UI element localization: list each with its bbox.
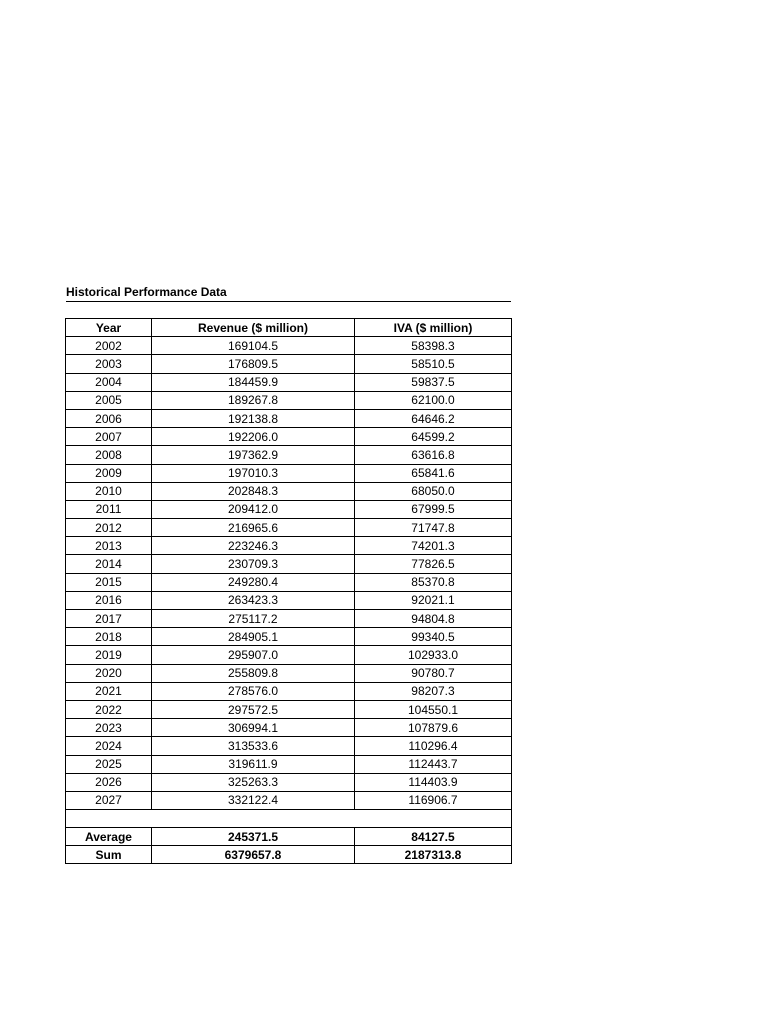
cell-iva: 58510.5 — [355, 355, 512, 373]
cell-year: 2014 — [66, 555, 152, 573]
cell-year: 2017 — [66, 610, 152, 628]
cell-year: 2005 — [66, 391, 152, 409]
table-row — [66, 355, 512, 373]
cell-iva: 102933.0 — [355, 646, 512, 664]
cell-year: 2015 — [66, 573, 152, 591]
cell-iva: 92021.1 — [355, 591, 512, 609]
table-row — [66, 755, 512, 773]
cell-iva: 114403.9 — [355, 773, 512, 791]
spacer-row — [66, 810, 512, 828]
cell-year: 2018 — [66, 628, 152, 646]
cell-revenue: 263423.3 — [152, 591, 355, 609]
cell-iva: 65841.6 — [355, 464, 512, 482]
cell-revenue: 332122.4 — [152, 791, 355, 809]
cell-revenue: 197010.3 — [152, 464, 355, 482]
cell-revenue: 297572.5 — [152, 700, 355, 718]
cell-iva: 67999.5 — [355, 500, 512, 518]
table-row — [66, 391, 512, 409]
cell-revenue: 249280.4 — [152, 573, 355, 591]
cell-iva: 71747.8 — [355, 519, 512, 537]
cell-year: 2022 — [66, 700, 152, 718]
cell-revenue: 275117.2 — [152, 610, 355, 628]
table-row — [66, 719, 512, 737]
cell-revenue: 197362.9 — [152, 446, 355, 464]
header-year: Year — [66, 319, 152, 337]
table-row — [66, 428, 512, 446]
cell-revenue: 209412.0 — [152, 500, 355, 518]
table-row — [66, 337, 512, 355]
table-row — [66, 537, 512, 555]
table-row — [66, 409, 512, 427]
cell-year: 2016 — [66, 591, 152, 609]
table-row — [66, 446, 512, 464]
cell-year: 2020 — [66, 664, 152, 682]
cell-year: 2012 — [66, 519, 152, 537]
summary-row — [66, 846, 512, 864]
cell-revenue: 284905.1 — [152, 628, 355, 646]
cell-iva: 112443.7 — [355, 755, 512, 773]
cell-iva: 98207.3 — [355, 682, 512, 700]
cell-iva: 64599.2 — [355, 428, 512, 446]
table-row — [66, 682, 512, 700]
summary-iva: 2187313.8 — [355, 846, 512, 864]
header-row — [66, 319, 512, 337]
cell-revenue: 230709.3 — [152, 555, 355, 573]
cell-year: 2024 — [66, 737, 152, 755]
cell-revenue: 192138.8 — [152, 409, 355, 427]
table-row — [66, 500, 512, 518]
cell-year: 2021 — [66, 682, 152, 700]
table-row — [66, 482, 512, 500]
cell-year: 2019 — [66, 646, 152, 664]
cell-iva: 58398.3 — [355, 337, 512, 355]
cell-year: 2026 — [66, 773, 152, 791]
cell-revenue: 278576.0 — [152, 682, 355, 700]
table-row — [66, 610, 512, 628]
cell-iva: 59837.5 — [355, 373, 512, 391]
cell-year: 2013 — [66, 537, 152, 555]
cell-iva: 90780.7 — [355, 664, 512, 682]
cell-revenue: 223246.3 — [152, 537, 355, 555]
cell-revenue: 313533.6 — [152, 737, 355, 755]
cell-revenue: 319611.9 — [152, 755, 355, 773]
cell-revenue: 189267.8 — [152, 391, 355, 409]
summary-revenue: 6379657.8 — [152, 846, 355, 864]
summary-label: Sum — [66, 846, 152, 864]
cell-year: 2009 — [66, 464, 152, 482]
cell-iva: 116906.7 — [355, 791, 512, 809]
table-row — [66, 773, 512, 791]
table-title: Historical Performance Data — [66, 284, 511, 302]
cell-revenue: 192206.0 — [152, 428, 355, 446]
header-iva: IVA ($ million) — [355, 319, 512, 337]
table-row — [66, 628, 512, 646]
cell-iva: 94804.8 — [355, 610, 512, 628]
cell-year: 2006 — [66, 409, 152, 427]
cell-year: 2007 — [66, 428, 152, 446]
cell-revenue: 184459.9 — [152, 373, 355, 391]
table-row — [66, 573, 512, 591]
cell-iva: 62100.0 — [355, 391, 512, 409]
cell-revenue: 176809.5 — [152, 355, 355, 373]
summary-revenue: 245371.5 — [152, 828, 355, 846]
cell-iva: 64646.2 — [355, 409, 512, 427]
table-row — [66, 555, 512, 573]
cell-iva: 63616.8 — [355, 446, 512, 464]
table-row — [66, 519, 512, 537]
table-row — [66, 664, 512, 682]
table-row — [66, 464, 512, 482]
cell-revenue: 216965.6 — [152, 519, 355, 537]
table-row — [66, 700, 512, 718]
summary-iva: 84127.5 — [355, 828, 512, 846]
spacer-cell — [66, 810, 512, 828]
cell-iva: 99340.5 — [355, 628, 512, 646]
cell-year: 2027 — [66, 791, 152, 809]
cell-year: 2011 — [66, 500, 152, 518]
cell-year: 2002 — [66, 337, 152, 355]
cell-revenue: 306994.1 — [152, 719, 355, 737]
cell-revenue: 325263.3 — [152, 773, 355, 791]
cell-revenue: 295907.0 — [152, 646, 355, 664]
cell-year: 2023 — [66, 719, 152, 737]
table-body — [66, 319, 512, 864]
cell-year: 2025 — [66, 755, 152, 773]
cell-revenue: 202848.3 — [152, 482, 355, 500]
summary-label: Average — [66, 828, 152, 846]
table-row — [66, 591, 512, 609]
cell-year: 2003 — [66, 355, 152, 373]
cell-iva: 110296.4 — [355, 737, 512, 755]
table-row — [66, 791, 512, 809]
performance-table — [65, 318, 512, 864]
cell-year: 2010 — [66, 482, 152, 500]
summary-row — [66, 828, 512, 846]
table-row — [66, 373, 512, 391]
cell-iva: 85370.8 — [355, 573, 512, 591]
cell-iva: 68050.0 — [355, 482, 512, 500]
cell-year: 2004 — [66, 373, 152, 391]
cell-iva: 74201.3 — [355, 537, 512, 555]
cell-iva: 107879.6 — [355, 719, 512, 737]
table-row — [66, 737, 512, 755]
cell-year: 2008 — [66, 446, 152, 464]
table-row — [66, 646, 512, 664]
cell-iva: 104550.1 — [355, 700, 512, 718]
cell-revenue: 169104.5 — [152, 337, 355, 355]
cell-iva: 77826.5 — [355, 555, 512, 573]
cell-revenue: 255809.8 — [152, 664, 355, 682]
header-revenue: Revenue ($ million) — [152, 319, 355, 337]
